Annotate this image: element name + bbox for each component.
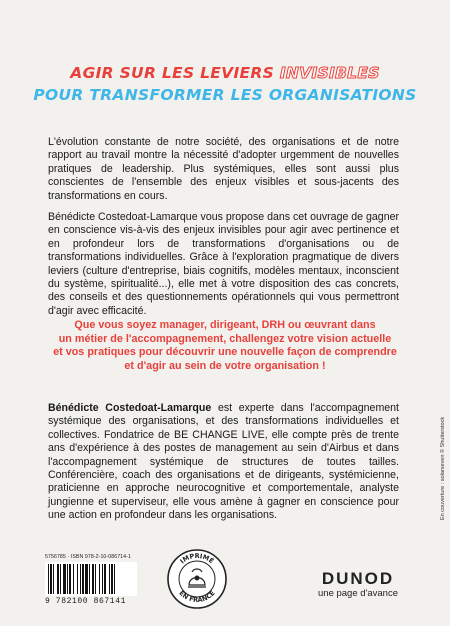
barcode-icon xyxy=(45,562,137,596)
author-bio-text: est experte dans l'accompagnement systémique des organisations, et des transformations individuelles et collectives. Fondatrice de BE CHANGE LIVE, elle compte près de trente ans d'expérience à des postes de management au sein d'Airbus et dans l'accompagnement systémique de structures de toutes tailles. Conférencière, coach des organisations et de dirigeants, systémicienne, praticienne en approche neurocognitive et comportementale, analyste jungienne et superviseur, elle vous amène à gagner en conscience pour une action en profondeur dans les organisations. xyxy=(48,402,399,522)
quote-line: et vos pratiques pour découvrir une nouvelle façon de comprendre xyxy=(53,346,397,359)
author-bio xyxy=(48,402,399,523)
description-paragraph: Bénédicte Costedoat-Lamarque vous propose dans cet ouvrage de gagner en conscience vis-à-vis des enjeux invisibles pour agir avec pertinence et en profondeur lors de transformations d'organisations ou de transformations individuelles. Grâce à l'exploration pragmatique de divers leviers (culture d'entreprise, biais cognitifs, modèles mentaux, inconscient du système, spiritualité...), elle met à votre disposition des cas concrets, des conseils et des questionnements opérationnels qui vous permettront d'agir avec efficacité. xyxy=(48,211,400,317)
highlight-quote xyxy=(40,319,410,373)
cover-credit: En couverture : solarseven © Shutterstock xyxy=(440,416,446,520)
quote-line: et d'agir au sein de votre organisation ! xyxy=(124,359,326,372)
imprime-en-france-seal xyxy=(166,548,228,610)
isbn-text: 5756785 · ISBN 978-2-10-086714-1 xyxy=(45,554,131,560)
author-name: Bénédicte Costedoat-Lamarque xyxy=(48,402,212,414)
quote-line: un métier de l'accompagnement, challengez votre vision actuelle xyxy=(58,332,392,345)
title-line-2: POUR TRANSFORMER LES ORGANISATIONS xyxy=(33,86,417,104)
svg-text:EN FRANCE: EN FRANCE xyxy=(177,589,217,605)
publisher-tagline: une page d'avance xyxy=(318,588,398,599)
quote-line: Que vous soyez manager, dirigeant, DRH ou œuvrant dans xyxy=(74,319,376,331)
title-part-1: AGIR SUR LES LEVIERS xyxy=(70,64,275,82)
barcode-block xyxy=(45,554,140,616)
title-part-invisibles: INVISIBLES xyxy=(279,64,380,82)
publisher-logo xyxy=(312,569,404,599)
publisher-name: DUNOD xyxy=(321,569,395,588)
barcode-digits: 9 782100 867141 xyxy=(45,597,127,606)
svg-text:IMPRIMÉ: IMPRIMÉ xyxy=(178,551,216,566)
title-line-1 xyxy=(0,64,450,82)
intro-paragraph: L'évolution constante de notre société, des organisations et de notre rapport au travail montre la nécessité d'adopter urgemment de nouvelles pratiques de leadership. Plus systémiques, elles sont aussi plus conscientes de l'ensemble des enjeux visibles et sous-jacents des transformations en cours. xyxy=(48,136,399,202)
